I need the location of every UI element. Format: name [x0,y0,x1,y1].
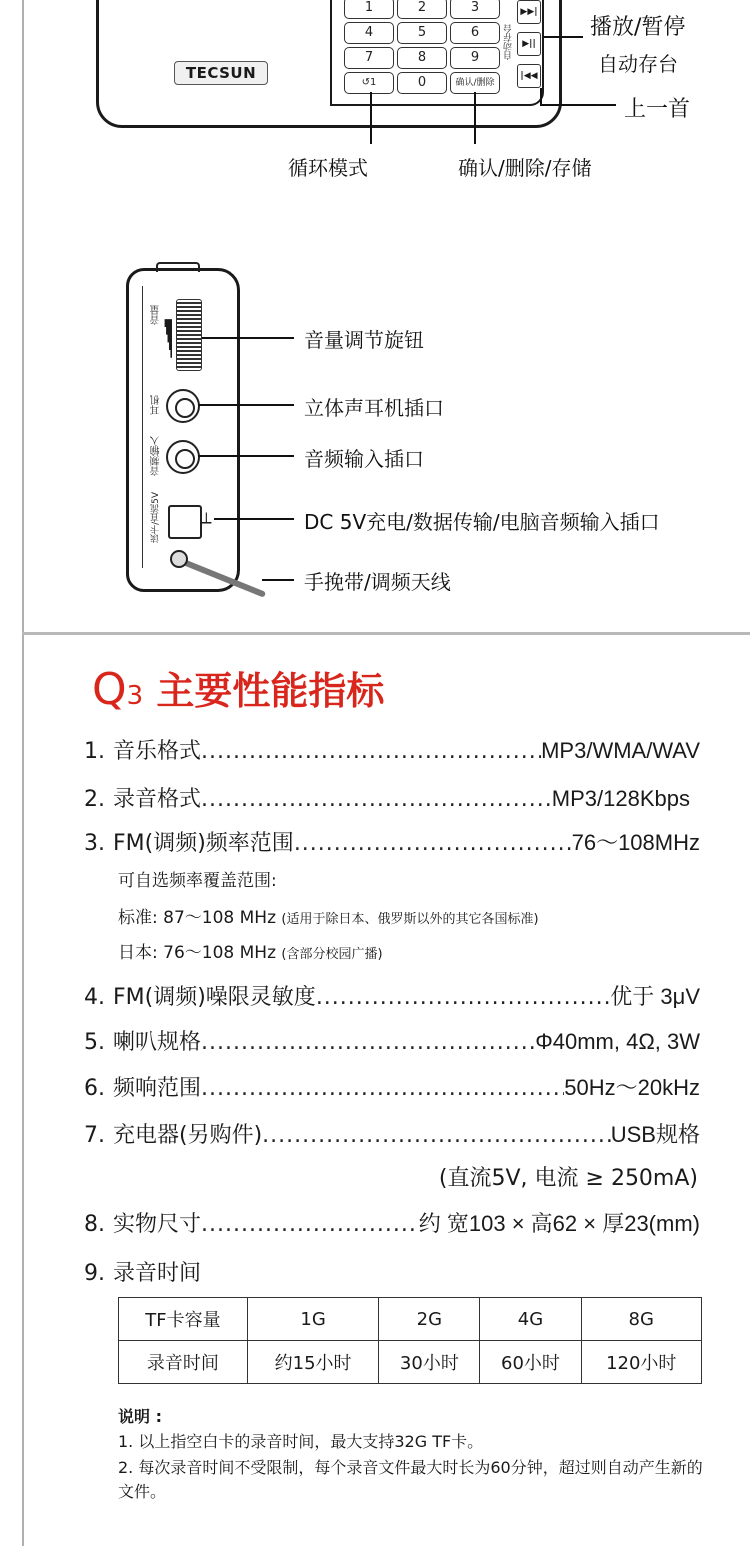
side-grip-strip [128,286,143,568]
page-left-rule [22,0,24,632]
fm-japan-note: (含部分校园广播) [281,947,383,962]
table-cell: 8G [581,1298,701,1341]
spec-value: 约 宽103 × 高62 × 厚23(mm) [418,1211,700,1236]
spec-label: 音乐格式 [113,739,202,764]
spec-dots [201,1076,564,1101]
key-8: 8 [397,47,447,69]
spec-dots [316,985,610,1010]
leader-play-pause [543,36,583,38]
callout-dc-port: DC 5V充电/数据传输/电脑音频输入插口 [304,510,660,534]
leader-previous-drop [540,88,542,105]
leader-confirm [474,92,476,144]
note-item-2: 2. 每次录音时间不受限制，每个录音文件最大时长为60分钟，超过则自动产生新的文件。 [118,1458,703,1501]
spec-row-frequency-response [84,1071,700,1102]
spec-dots [262,1123,611,1148]
callout-volume-knob: 音量调节旋钮 [304,328,424,352]
notes-title: 说明 : [118,1407,162,1426]
spec-label: 充电器(另购件) [113,1123,263,1148]
spec-label: 喇叭规格 [113,1030,202,1055]
play-pause-button [517,32,541,56]
callout-confirm-delete-store: 确认/删除/存储 [458,156,592,180]
section-title-number: 3 [126,681,144,711]
spec-row-fm-range [84,826,700,857]
audio-input-jack [166,440,200,474]
spec-value: MP3/WMA/WAV [541,738,700,763]
table-cell: 录音时间 [119,1341,248,1384]
charger-note: (直流5V, 电流 ≥ 250mA) [438,1166,698,1191]
table-cell: 1G [247,1298,378,1341]
key-4: 4 [344,22,394,44]
fm-sub-japan [118,938,383,963]
spec-row-record-time [84,1256,700,1287]
leader-dc-port [214,518,294,520]
fm-japan-label: 日本: [118,943,158,963]
spec-value: 优于 3μV [610,984,700,1009]
callout-auto-store: 自动存台 [598,52,678,76]
table-cell: TF卡容量 [119,1298,248,1341]
fm-standard-note: (适用于除日本、俄罗斯以外的其它各国标准) [281,912,539,927]
table-cell: 2G [379,1298,480,1341]
callout-previous: 上一首 [624,97,691,122]
spec-row-fm-sensitivity [84,980,700,1011]
volume-level-icon: ▁▂▃▄▅ [161,319,173,358]
key-9: 9 [450,47,500,69]
callout-play-pause: 播放/暂停 [590,15,686,40]
callout-headphone-jack: 立体声耳机插口 [304,396,444,420]
spec-label: 频响范围 [113,1076,202,1101]
spec-label: FM(调频)噪限灵敏度 [113,985,316,1010]
leader-strap [262,579,294,581]
spec-num: 2. [84,787,105,812]
headphone-jack [166,389,200,423]
spec-dots [201,1212,419,1237]
fm-standard-value: 87～108 MHz [163,908,276,928]
earphone-side-label: 耳机 [151,395,162,415]
loop-icon: ↺1 [361,77,377,88]
spec-value: Φ40mm, 4Ω, 3W [535,1029,700,1054]
spec-dots [201,787,552,812]
spec-value: 50Hz～20kHz [564,1075,700,1100]
key-2: 2 [397,0,447,19]
spec-dots [201,739,541,764]
section-title [92,660,384,715]
section-title-prefix: Q [92,664,127,715]
table-cell: 60小时 [480,1341,581,1384]
spec-value: USB规格 [610,1122,700,1147]
spec-label: 录音时间 [113,1261,202,1286]
spec-row-music-format [84,734,700,765]
spec-dots [294,831,572,856]
brand-logo: TECSUN [174,61,268,85]
strap-loop [170,550,188,568]
volume-wheel [176,299,202,371]
key-0: 0 [397,72,447,94]
table-cell: 30小时 [379,1341,480,1384]
spec-row-speaker [84,1025,700,1056]
record-time-table [118,1297,702,1384]
spec-row-charger [84,1118,700,1149]
fm-japan-value: 76～108 MHz [163,943,276,963]
table-row [119,1341,702,1384]
section-divider [22,632,750,635]
volume-side-label: 音量 [151,305,162,325]
callout-audio-input-jack: 音频输入插口 [304,447,424,471]
leader-audio-input [198,455,294,457]
top-notch [156,262,200,272]
note-item-1: 1. 以上指空白卡的录音时间，最大支持32G TF卡。 [118,1432,484,1451]
leader-volume [202,337,294,339]
leader-previous [540,104,616,106]
leader-loop-mode [370,92,372,144]
spec-num: 9. [84,1261,105,1286]
key-1: 1 [344,0,394,19]
next-track-button [517,0,541,24]
page-left-rule-lower [22,635,24,1546]
fm-sub-standard [118,903,539,928]
key-3: 3 [450,0,500,19]
usb-port [168,505,202,539]
fm-sub-intro: 可自选频率覆盖范围: [118,871,277,891]
spec-label: 录音格式 [113,787,202,812]
table-cell: 4G [480,1298,581,1341]
next-icon: ▶▶| [520,7,538,17]
dc-side-label: 读卡/直流5V [151,492,161,543]
spec-num: 3. [84,831,105,856]
key-7: 7 [344,47,394,69]
previous-icon: |◀◀ [520,71,538,81]
leader-headphone [198,404,294,406]
callout-strap-antenna: 手挽带/调频天线 [304,570,451,594]
spec-label: FM(调频)频率范围 [113,831,294,856]
spec-value: MP3/128Kbps [551,786,690,811]
auto-store-side-label: 自动存台 [504,24,514,60]
key-5: 5 [397,22,447,44]
spec-row-dimensions [84,1207,700,1238]
spec-label: 实物尺寸 [113,1212,202,1237]
key-6: 6 [450,22,500,44]
spec-num: 7. [84,1123,105,1148]
spec-num: 1. [84,739,105,764]
fm-standard-label: 标准: [118,908,158,928]
callout-loop-mode: 循环模式 [288,156,368,180]
table-header-row [119,1298,702,1341]
usb-icon: ⟂ [201,508,212,527]
audio-in-side-label: 音频输入 [151,436,162,476]
play-pause-icon: ▶|| [522,39,536,49]
spec-num: 6. [84,1076,105,1101]
loop-key [344,72,394,94]
spec-num: 5. [84,1030,105,1055]
spec-row-record-format [84,782,690,813]
previous-track-button [517,64,541,88]
section-title-text: 主要性能指标 [156,669,385,713]
spec-value: 76～108MHz [571,830,700,855]
confirm-delete-key: 确认/删除 [450,72,500,94]
spec-num: 4. [84,985,105,1010]
table-cell: 约15小时 [247,1341,378,1384]
spec-dots [201,1030,535,1055]
spec-num: 8. [84,1212,105,1237]
table-cell: 120小时 [581,1341,701,1384]
